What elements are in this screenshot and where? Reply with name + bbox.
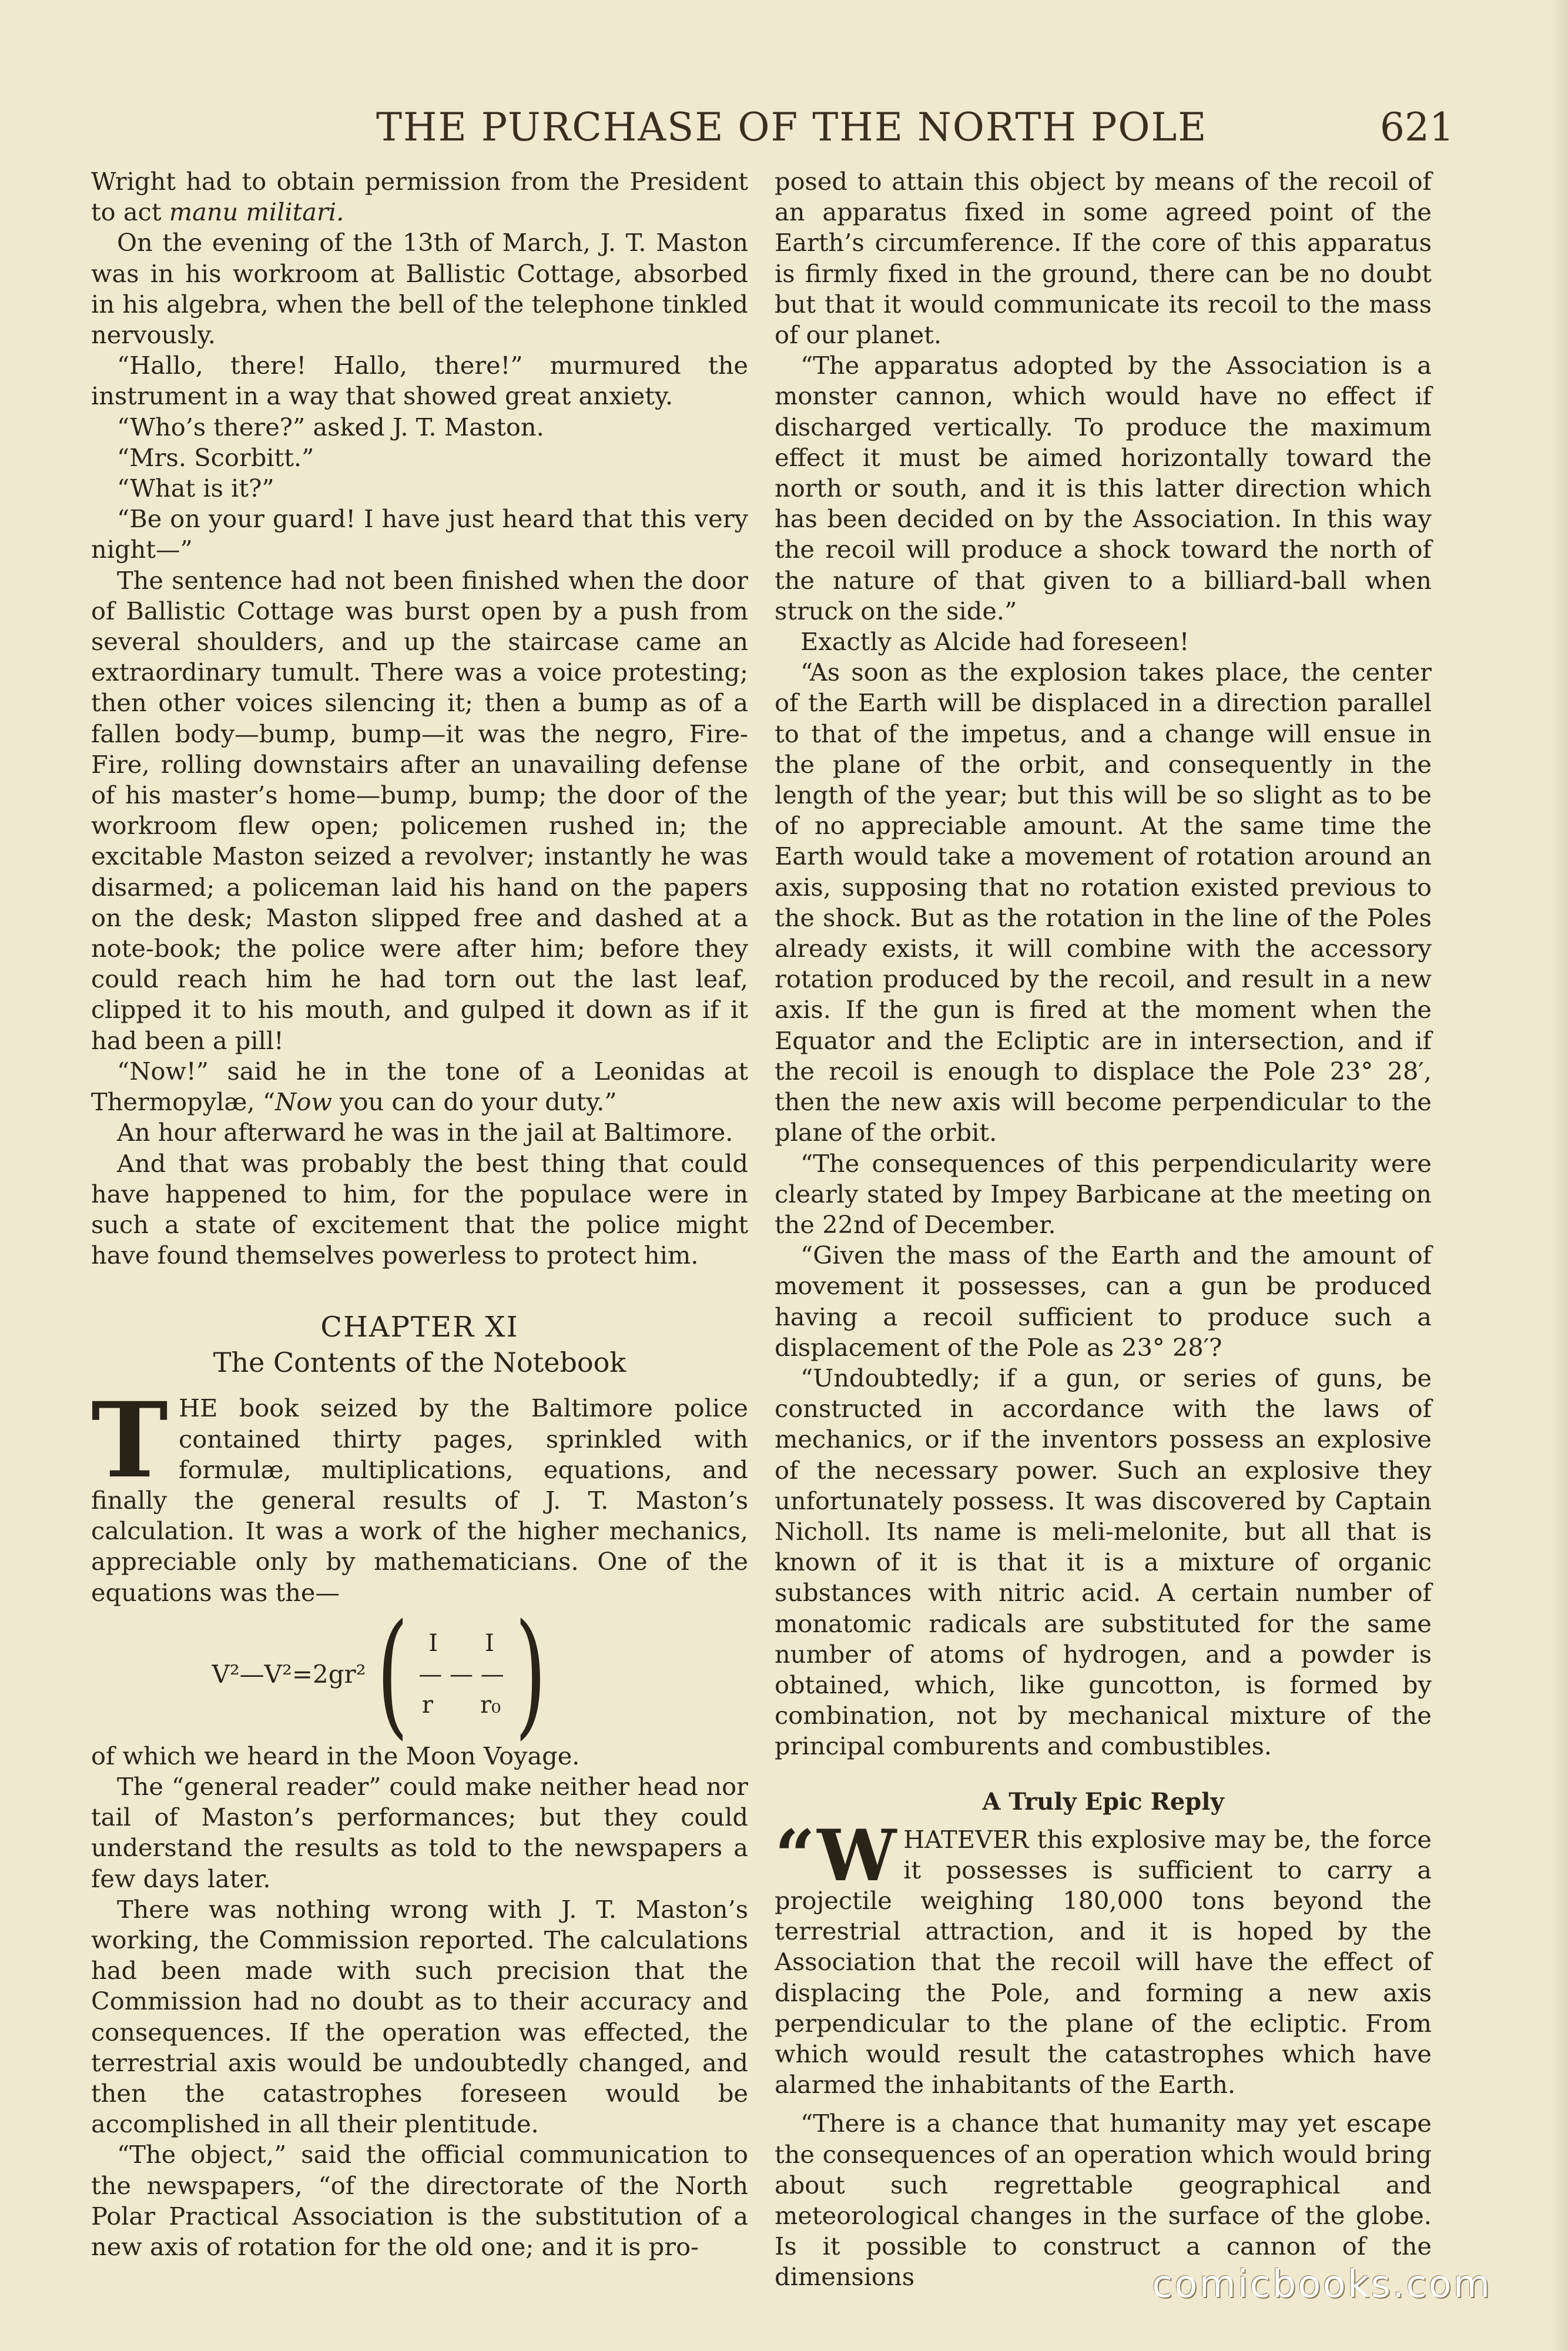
fraction-numerators: I I bbox=[428, 1630, 494, 1657]
paragraph: “Now!” said he in the tone of a Leonidas at Thermopylæ, “Now you can do your duty.” bbox=[91, 1056, 748, 1117]
right-paren: ) bbox=[514, 1595, 547, 1753]
equation bbox=[21, 1595, 748, 1753]
paragraph: posed to attain this object by means of the recoil of an apparatus fixed in some agreed point of the Earth’s circumference. If the core of this apparatus is firmly fixed in the ground, there can be no doubt but that it would communicate its recoil to the mass of our planet. bbox=[775, 167, 1432, 350]
paragraph: The “general reader” could make neither head nor tail of Maston’s performances; but they could understand the results as told to the newspapers a few days later. bbox=[91, 1771, 748, 1893]
fraction-bar: — — — bbox=[418, 1660, 504, 1688]
paragraph: “The consequences of this perpendicularity were clearly stated by Impey Barbicane at the meeting on the 22nd of December. bbox=[775, 1148, 1432, 1239]
paragraph: “Who’s there?” asked J. T. Maston. bbox=[117, 412, 544, 441]
equation-fraction bbox=[418, 1628, 504, 1720]
paragraph: And that was probably the best thing that could have happened to him, for the populace were in such a state of excitement that the police might have found themselves powerless to protect him. bbox=[91, 1148, 748, 1270]
paragraph: “The apparatus adopted by the Association is a monster cannon, which would have no effect if discharged vertically. To produce the maximum effect it must be aimed horizontally toward the north or south, and it is this latter direction which has been decided on by the Association. In this way the recoil will produce a shock toward the north of the nature of that given to a billiard-ball when struck on the side.” bbox=[775, 351, 1432, 625]
paragraph-with-dropcap: “WHATEVER this explosive may be, the force it possesses is sufficient to carry a projectile weighing 180,000 tons beyond the terrestrial attraction, and it is hoped by the Association that the recoil will have the effect of displacing the Pole, and forming a new axis perpendicular to the plane of the ecliptic. From which would result the catastrophes which have alarmed the inhabitants of the Earth. bbox=[775, 1814, 1432, 2099]
paragraph: The sentence had not been finished when the door of Ballistic Cottage was burst open by a push from several shoulders, and up the staircase came an extraordinary tumult. There was a voice protesting; then other voices silencing it; then a bump as of a fallen body—bump, bump—it was the negro, Fire-Fire, rolling downstairs after an unavailing defense of his master’s home—bump, bump; the door of the workroom flew open; policemen rushed in; the excitable Maston seized a revolver; instantly he was disarmed; a policeman laid his hand on the papers on the desk; Maston slipped free and dashed at a note-book; the police were after him; before they could reach him he had torn out the last leaf, clipped it to his mouth, and gulped it down as if it had been a pill! bbox=[91, 565, 748, 1055]
paragraph: “The object,” said the official communication to the newspapers, “of the directorate of the North Polar Practical Association is the substitution of a new axis of rotation for the old one; and it is pro- bbox=[91, 2140, 748, 2261]
paragraph: “What is it?” bbox=[117, 474, 274, 503]
paragraph: An hour afterward he was in the jail at Baltimore. bbox=[117, 1118, 733, 1147]
paragraph: “Be on your guard! I have just heard that this very night—” bbox=[91, 504, 748, 564]
section-heading: A Truly Epic Reply bbox=[982, 1787, 1224, 1816]
paragraph: “Given the mass of the Earth and the amount of movement it possesses, can a gun be produced having a recoil sufficient to produce such a displacement of the Pole as 23° 28′? bbox=[775, 1241, 1432, 1362]
chapter-subtitle: The Contents of the Notebook bbox=[213, 1347, 626, 1379]
paragraph: “There is a chance that humanity may yet escape the consequences of an operation which would bring about such regrettable geographical and meteorological changes in the surface of the globe. Is it possible to construct a cannon of the dimensions bbox=[775, 2109, 1432, 2292]
paragraph: “Undoubtedly; if a gun, or series of guns, be constructed in accordance with the laws of mechanics, or if the inventors possess an explosive of the necessary power. Such an explosive they unfortunately possess. It was discovered by Captain Nicholl. Its name is meli-melonite, but all that is known of it is that it is a mixture of organic substances with nitric acid. A certain number of monatomic radicals are substituted for the same number of atoms of hydrogen, and a powder is obtained, which, like guncotton, is formed by combination, not by mechanical mixture of the principal comburents and combustibles. bbox=[775, 1363, 1432, 1761]
paragraph: There was nothing wrong with J. T. Maston’s working, the Commission reported. The calculations had been made with such precision that the Commission had no doubt as to their accuracy and consequences. If the operation was effected, the terrestrial axis would be undoubtedly changed, and then the catastrophes foreseen would be accomplished in all their plentitude. bbox=[91, 1894, 748, 2139]
paragraph: “Hallo, there! Hallo, there!” murmured the instrument in a way that showed great anxiety. bbox=[91, 351, 748, 411]
running-header-title: THE PURCHASE OF THE NORTH POLE bbox=[376, 105, 1208, 150]
equation-lhs: V²—V²=2gr² bbox=[212, 1659, 366, 1689]
paragraph-with-dropcap: THE book seized by the Baltimore police contained thirty pages, sprinkled with formulæ, multiplications, equations, and finally the general results of J. T. Maston’s calculation. It was a work of the higher mechanics, appreciable only by mathematicians. One of the equations was the— bbox=[91, 1379, 748, 1607]
paragraph: “Mrs. Scorbitt.” bbox=[117, 443, 314, 472]
watermark-logo: comicbooks.com bbox=[1152, 2263, 1492, 2306]
paragraph: On the evening of the 13th of March, J. T. Maston was in his workroom at Ballistic Cottage, absorbed in his algebra, when the bell of the telephone tinkled nervously. bbox=[91, 228, 748, 350]
page-number: 621 bbox=[1380, 105, 1454, 150]
dropcap: “W bbox=[775, 1814, 897, 1897]
paragraph: “As soon as the explosion takes place, the center of the Earth will be displaced in a direction parallel to that of the impetus, and a change will ensue in the plane of the orbit, and consequently in the length of the year; but this will be so slight as to be of no appreciable amount. At the same time the Earth would take a movement of rotation around an axis, supposing that no rotation existed previous to the shock. But as the rotation in the line of the Poles already exists, it will combine with the accessory rotation produced by the recoil, and result in a new axis. If the gun is fired at the moment when the Equator and the Ecliptic are in intersection, and if the recoil is enough to displace the Pole 23° 28′, then the new axis will become perpendicular to the plane of the orbit. bbox=[775, 658, 1432, 1147]
dropcap: T bbox=[91, 1379, 168, 1502]
fraction-denominators: r r₀ bbox=[421, 1691, 501, 1719]
right-column bbox=[775, 166, 1432, 2293]
page-edge-shadow bbox=[1550, 0, 1568, 2351]
paragraph: Wright had to obtain permission from the President to act manu militari. bbox=[91, 167, 748, 227]
left-column bbox=[91, 166, 748, 2262]
chapter-heading: CHAPTER XI bbox=[320, 1311, 519, 1344]
paragraph: of which we heard in the Moon Voyage. bbox=[91, 1741, 580, 1770]
left-paren: ( bbox=[376, 1595, 408, 1753]
paragraph: Exactly as Alcide had foreseen! bbox=[800, 627, 1190, 657]
